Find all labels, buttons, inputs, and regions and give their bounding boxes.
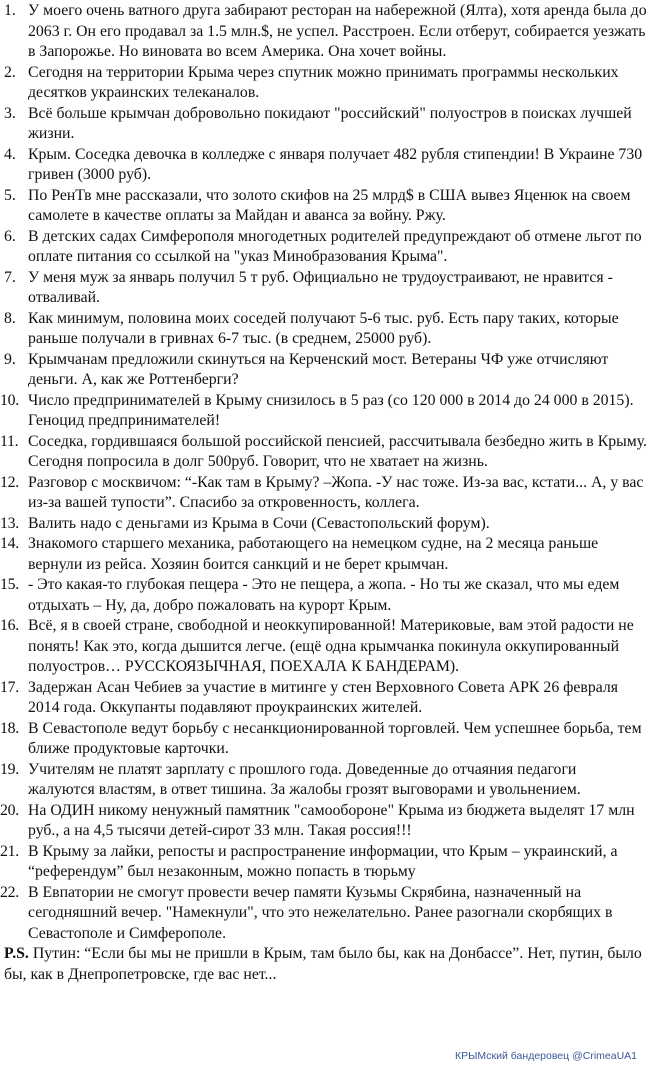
item-number: 16.	[0, 617, 19, 634]
item-number: 18.	[0, 719, 19, 737]
item-number: 15.	[0, 576, 19, 593]
item-number: 2.	[4, 63, 16, 81]
list-item	[0, 186, 653, 227]
list-item	[0, 616, 653, 678]
list-item	[0, 227, 653, 268]
list-item	[0, 1, 653, 63]
list-item	[0, 309, 653, 350]
item-text: Крымчанам предложили скинуться на Керченский мост. Ветераны ЧФ уже отчисляют деньги. А, как же Роттенберги?	[28, 350, 609, 388]
item-text: По РенТв мне рассказали, что золото скифов на 25 млрд$ в США вывез Яценюк на своем самолете в качестве оплаты за Майдан и аванса за войну. Ржу.	[28, 186, 631, 224]
item-number: 20.	[0, 801, 19, 819]
watermark: КРЫМский бандеровец @CrimeaUA1	[455, 1050, 637, 1062]
list-item	[0, 350, 653, 391]
item-number: 22.	[0, 883, 19, 901]
item-text: На ОДИН никому ненужный памятник "самообороне" Крыма из бюджета выделят 17 млн руб., а на 4,5 тысячи детей-сирот 33 млн. Такая россия!!!	[28, 801, 635, 839]
item-text: - Это какая-то глубокая пещера - Это не пещера, а жопа. - Но ты же сказал, что мы едем отдыхать – Ну, да, добро пожаловать на курорт Крым.	[28, 576, 620, 614]
item-text: В Севастополе ведут борьбу с несанкционированной торговлей. Чем успешнее борьба, тем ближе продуктовые карточки.	[28, 719, 642, 757]
list-item	[0, 514, 653, 535]
list-item	[0, 760, 653, 801]
item-number: 6.	[4, 227, 16, 245]
list-item	[0, 883, 653, 945]
item-text: У моего очень ватного друга забирают ресторан на набережной (Ялта), хотя аренда была до 2063 г. Он его продавал за 1.5 млн.$, не успел. Расстроен. Если отберут, собирается уезжать в Запорожье. Но виновата во всем Америка. Она хочет войны.	[28, 2, 647, 60]
item-text: В детских садах Симферополя многодетных родителей предупреждают об отмене льгот по оплате питания со ссылкой на "указ Минобразования Крыма".	[28, 227, 642, 265]
item-text: Учителям не платят зарплату с прошлого года. Доведенные до отчаяния педагоги жалуются властям, в ответ тишина. За жалобы грозят выговорами и увольнением.	[28, 760, 581, 798]
postscript	[0, 944, 653, 985]
item-number: 1.	[4, 2, 16, 19]
list-item	[0, 801, 653, 842]
list-item	[0, 719, 653, 760]
item-text: Задержан Асан Чебиев за участие в митинге у стен Верховного Совета АРК 26 февраля 2014 года. Оккупанты подавляют проукраинских жителей.	[28, 678, 619, 716]
item-number: 12.	[0, 473, 19, 491]
item-text: Знакомого старшего механика, работающего на немецком судне, на 2 месяца раньше вернули из рейса. Хозяин боится санкций и не берет крымчан.	[28, 535, 599, 573]
item-text: Всё больше крымчан добровольно покидают "российский" полуостров в поисках лучшей жизни.	[28, 104, 632, 142]
item-number: 14.	[0, 535, 19, 552]
item-number: 3.	[4, 104, 16, 122]
list-item	[0, 145, 653, 186]
postscript-label: P.S.	[4, 945, 29, 962]
item-text: Соседка, гордившаяся большой российской пенсией, рассчитывала безбедно жить в Крыму. Сегодня попросила в долг 500руб. Говорит, что не хватает на жизнь.	[28, 432, 648, 470]
item-number: 7.	[4, 268, 16, 286]
item-text: Валить надо с деньгами из Крыма в Сочи (Севастопольский форум).	[28, 514, 490, 532]
list-item	[0, 391, 653, 432]
item-number: 10.	[0, 391, 19, 409]
item-number: 19.	[0, 760, 19, 778]
item-text: У меня муж за январь получил 5 т руб. Официально не трудоустраивают, не нравится - отваливай.	[28, 268, 613, 306]
item-text: Разговор с москвичом: “-Как там в Крыму? –Жопа. -У нас тоже. Из-за вас, кстати... А, у вас из-за вашей тупости”. Спасибо за откровенность, коллега.	[28, 473, 644, 511]
item-text: Всё, я в своей стране, свободной и неоккупированной! Материковые, вам этой радости не понять! Как это, когда дышится легче. (ещё одна крымчанка покинула оккупированный полуостров… РУССКОЯЗЫЧНАЯ, ПОЕХАЛА К БАНДЕРАМ).	[28, 617, 634, 675]
item-number: 8.	[4, 309, 16, 327]
item-text: Крым. Соседка девочка в колледже с января получает 482 рубля стипендии! В Украине 730 гривен (3000 руб).	[28, 145, 643, 183]
item-text: Число предпринимателей в Крыму снизилось в 5 раз (со 120 000 в 2014 до 24 000 в 2015). Геноцид предпринимателей!	[28, 391, 634, 429]
list-item	[0, 575, 653, 616]
item-number: 21.	[0, 842, 19, 860]
item-number: 5.	[4, 186, 16, 204]
list-item	[0, 534, 653, 575]
list-item	[0, 268, 653, 309]
item-number: 13.	[0, 514, 19, 532]
item-text: Сегодня на территории Крыма через спутник можно принимать программы нескольких десятков украинских телеканалов.	[28, 63, 619, 101]
list-item	[0, 104, 653, 145]
list-item	[0, 63, 653, 104]
list-item	[0, 678, 653, 719]
item-number: 4.	[4, 145, 16, 163]
item-number: 9.	[4, 350, 16, 368]
list-item	[0, 842, 653, 883]
item-text: В Крыму за лайки, репосты и распространение информации, что Крым – украинский, а “референдум” был незаконным, можно попасть в тюрьму	[28, 842, 618, 880]
document-body	[0, 1, 653, 985]
item-text: Как минимум, половина моих соседей получают 5-6 тыс. руб. Есть пару таких, которые раньше получали в гривнах 6-7 тыс. (в среднем, 25000 руб).	[28, 309, 619, 347]
list-item	[0, 473, 653, 514]
item-number: 11.	[0, 432, 19, 450]
postscript-text: Путин: “Если бы мы не пришли в Крым, там было бы, как на Донбассе”. Нет, путин, было бы, как в Днепропетровске, где вас нет...	[4, 945, 642, 983]
list-item	[0, 432, 653, 473]
item-text: В Евпатории не смогут провести вечер памяти Кузьмы Скрябина, назначенный на сегодняшний вечер. "Намекнули", что это нежелательно. Ранее разогнали скорбящих в Севастополе и Симферополе.	[28, 883, 613, 942]
item-number: 17.	[0, 678, 19, 696]
